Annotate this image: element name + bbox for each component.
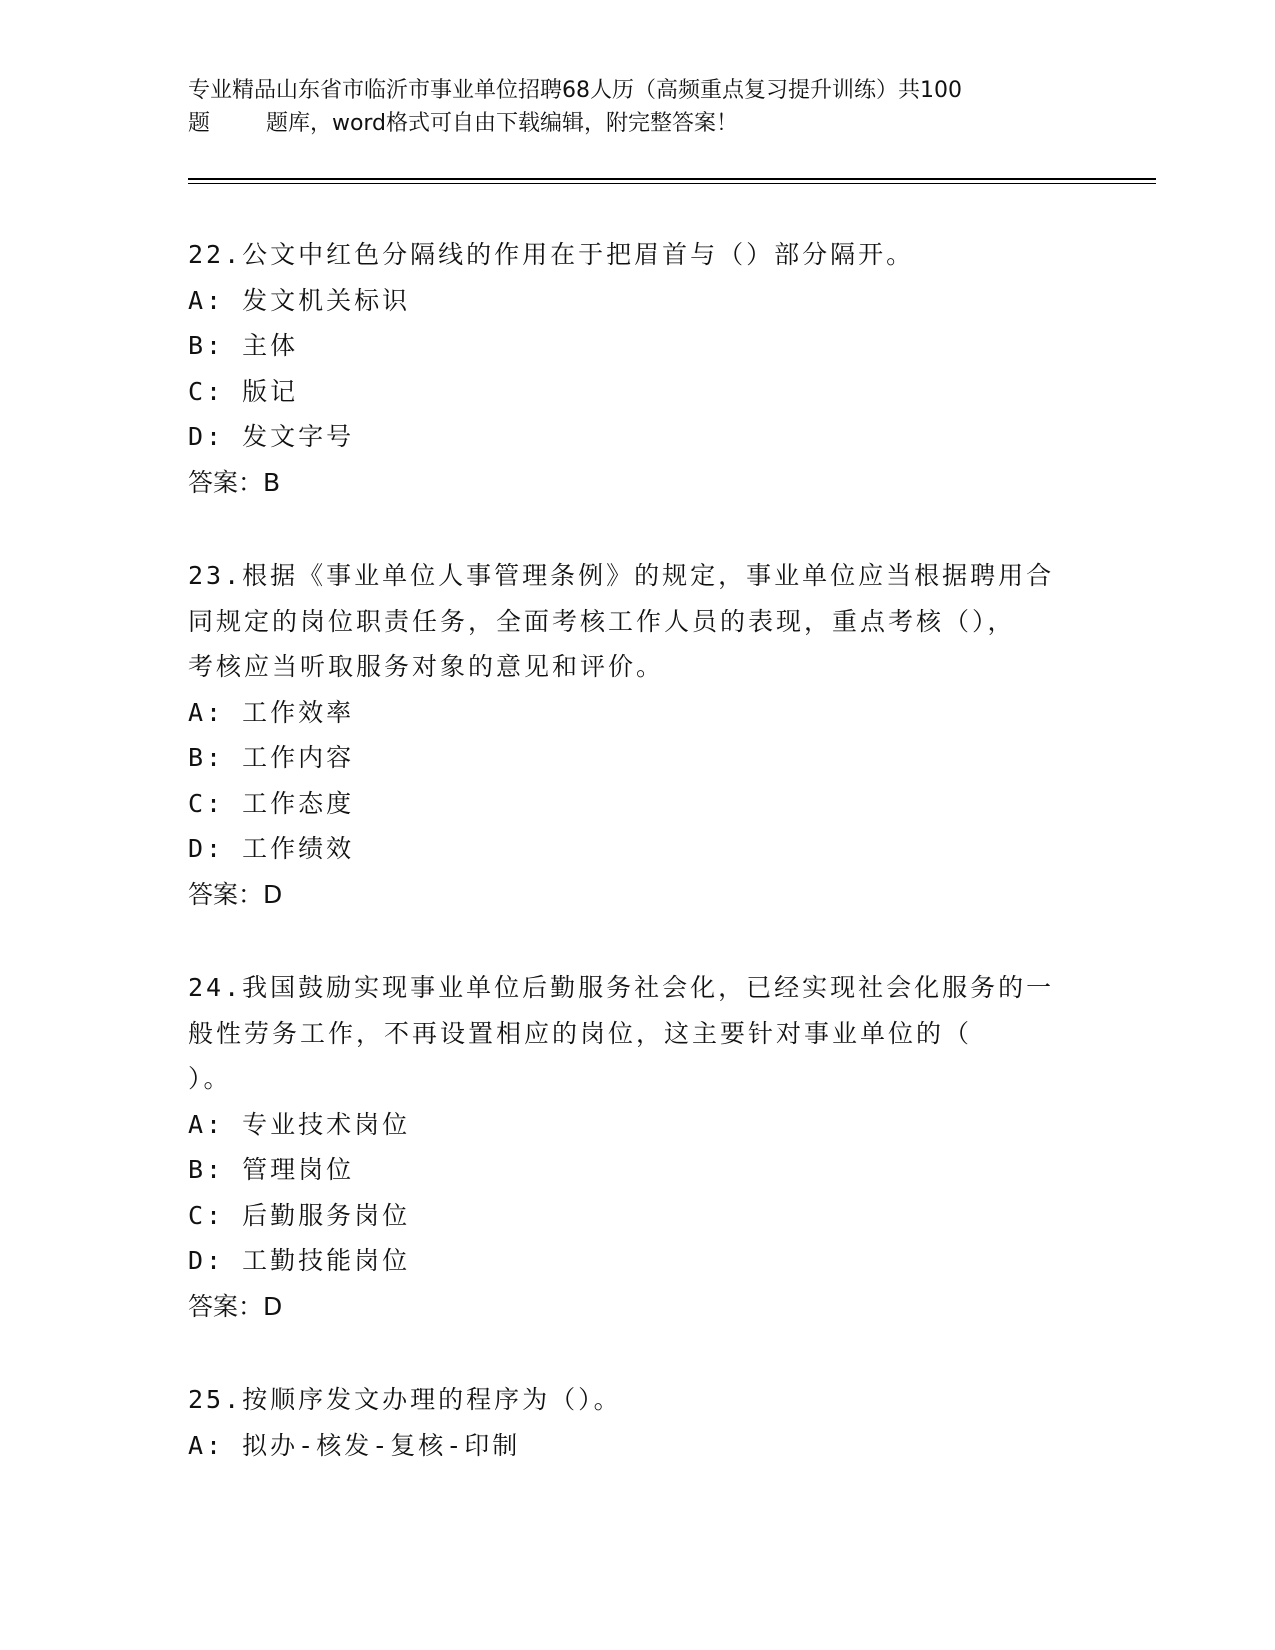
question-list <box>188 232 1088 1516</box>
option-a: A: 发文机关标识 <box>188 285 411 315</box>
question-stem-line-2: 同规定的岗位职责任务，全面考核工作人员的表现，重点考核（）， <box>188 606 1016 636</box>
option-b: B: 主体 <box>188 331 299 360</box>
option-c: C: 后勤服务岗位 <box>188 1200 411 1230</box>
question-22 <box>188 232 1088 505</box>
header-divider-thick <box>188 178 1156 180</box>
header-divider-thin <box>188 183 1156 184</box>
question-stem-line-3: ）。 <box>188 1064 232 1093</box>
question-stem-line-1: 24.我国鼓励实现事业单位后勤服务社会化，已经实现社会化服务的一 <box>188 973 1055 1002</box>
question-stem-line-2: 般性劳务工作，不再设置相应的岗位，这主要针对事业单位的（ <box>188 1018 973 1048</box>
option-a: A: 专业技术岗位 <box>188 1109 411 1139</box>
question-stem-line-1: 23.根据《事业单位人事管理条例》的规定，事业单位应当根据聘用合 <box>188 561 1055 590</box>
question-23 <box>188 553 1088 917</box>
option-a: A: 拟办-核发-复核-印制 <box>188 1430 521 1460</box>
document-header <box>188 74 1088 140</box>
option-d: D: 发文字号 <box>188 422 355 451</box>
question-stem-line-3: 考核应当听取服务对象的意见和评价。 <box>188 652 665 681</box>
option-a: A: 工作效率 <box>188 697 355 727</box>
answer: 答案：D <box>188 1291 283 1321</box>
answer: 答案：D <box>188 879 283 909</box>
option-d: D: 工作绩效 <box>188 834 355 863</box>
option-b: B: 管理岗位 <box>188 1155 355 1184</box>
option-d: D: 工勤技能岗位 <box>188 1246 411 1275</box>
option-b: B: 工作内容 <box>188 743 355 772</box>
answer: 答案：B <box>188 467 281 497</box>
question-stem: 25.按顺序发文办理的程序为（）。 <box>188 1385 622 1414</box>
question-24 <box>188 965 1088 1329</box>
question-25 <box>188 1377 1088 1468</box>
header-title-line-1: 专业精品山东省市临沂市事业单位招聘68人历（高频重点复习提升训练）共100 <box>188 78 962 103</box>
option-c: C: 工作态度 <box>188 788 355 818</box>
option-c: C: 版记 <box>188 376 299 406</box>
header-title-line-2: 题 题库，word格式可自由下载编辑，附完整答案！ <box>188 111 739 136</box>
question-stem: 22.公文中红色分隔线的作用在于把眉首与（）部分隔开。 <box>188 240 915 269</box>
